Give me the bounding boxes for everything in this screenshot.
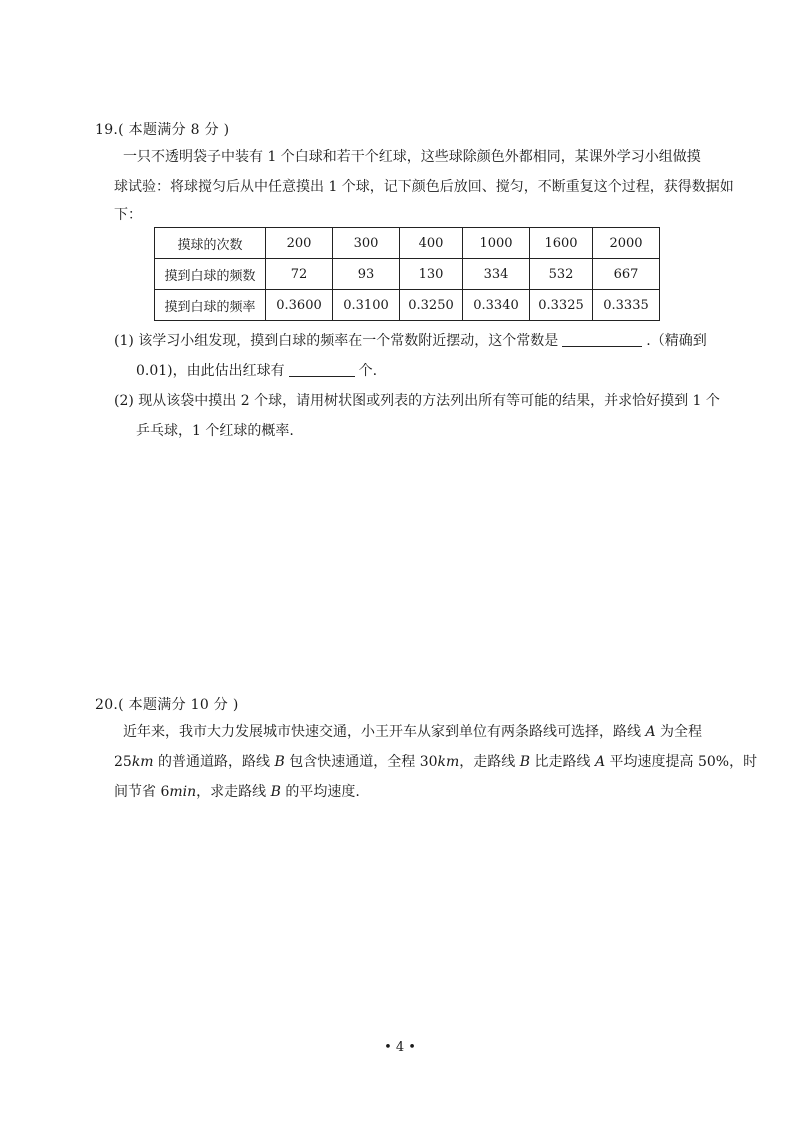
- q19-intro-line2: 球试验：将球搅匀后从中任意摸出 1 个球，记下颜色后放回、搅匀，不断重复这个过程，获得数据如: [114, 179, 734, 195]
- answer-blank-red-balls[interactable]: [289, 362, 355, 377]
- q20-unit-km: km: [437, 754, 460, 770]
- q20-text: 平均速度提高 50%，时: [605, 754, 758, 770]
- q19-data-table: [154, 227, 660, 321]
- table-cell: 200: [266, 228, 333, 259]
- table-cell: 334: [463, 259, 530, 290]
- table-cell: 93: [333, 259, 400, 290]
- q20-header: 20.( 本题满分 10 分 ): [95, 697, 239, 713]
- table-cell: 400: [400, 228, 463, 259]
- table-cell: 摸到白球的频数: [155, 259, 266, 290]
- q20-var-b: B: [274, 754, 285, 770]
- table-cell: 1600: [530, 228, 593, 259]
- q20-line1: [123, 717, 702, 748]
- q20-text: ，走路线: [459, 754, 520, 770]
- page-number: • 4 •: [384, 1040, 416, 1055]
- q20-text: 间节省 6: [114, 784, 170, 800]
- q20-unit-km: km: [131, 754, 154, 770]
- q20-var-b: B: [270, 784, 281, 800]
- q20-var-a: A: [645, 724, 656, 740]
- table-cell: 72: [266, 259, 333, 290]
- table-cell: 532: [530, 259, 593, 290]
- q20-unit-min: min: [169, 784, 197, 800]
- q20-var-a: A: [594, 754, 606, 770]
- q20-text: ，求走路线: [196, 784, 271, 800]
- q20-var-b: B: [519, 754, 531, 770]
- q20-text: 25: [114, 754, 132, 770]
- q19-part1-line1: [114, 326, 707, 357]
- answer-blank-constant[interactable]: [562, 332, 642, 347]
- q19-part1-text-d: 个.: [358, 363, 378, 379]
- q20-text: 近年来，我市大力发展城市快速交通，小王开车从家到单位有两条路线可选择，路线: [123, 724, 646, 740]
- q19-intro-line1: 一只不透明袋子中装有 1 个白球和若干个红球，这些球除颜色外都相同，某课外学习小组做摸: [123, 149, 701, 165]
- q19-part1-text-a: (1) 该学习小组发现，摸到白球的频率在一个常数附近摆动，这个常数是: [114, 333, 559, 349]
- table-cell: 2000: [593, 228, 660, 259]
- q19-part1-text-b: .（精确到: [646, 333, 707, 349]
- q20-text: 比走路线: [530, 754, 595, 770]
- q20-text: 的普通道路，路线: [153, 754, 275, 770]
- table-cell: 0.3600: [266, 290, 333, 321]
- q19-part1-text-c: 0.01)，由此估出红球有: [136, 363, 285, 379]
- table-cell: 667: [593, 259, 660, 290]
- q19-intro-line3: 下：: [114, 207, 142, 223]
- table-cell: 1000: [463, 228, 530, 259]
- q20-line2: [114, 747, 757, 778]
- table-cell: 0.3325: [530, 290, 593, 321]
- table-cell: 300: [333, 228, 400, 259]
- table-cell: 0.3250: [400, 290, 463, 321]
- q20-text: 的平均速度.: [280, 784, 360, 800]
- table-cell: 摸球的次数: [155, 228, 266, 259]
- q20-line3: [114, 777, 360, 808]
- table-row: [155, 290, 660, 321]
- table-cell: 0.3340: [463, 290, 530, 321]
- q19-header: 19.( 本题满分 8 分 ): [95, 122, 230, 138]
- q19-part1-line2: [136, 356, 377, 387]
- table-cell: 0.3100: [333, 290, 400, 321]
- table-cell: 0.3335: [593, 290, 660, 321]
- table-row: [155, 259, 660, 290]
- q19-part2-line1: (2) 现从该袋中摸出 2 个球，请用树状图或列表的方法列出所有等可能的结果，并求恰好摸到 1 个: [114, 393, 720, 409]
- table-row: [155, 228, 660, 259]
- table-cell: 摸到白球的频率: [155, 290, 266, 321]
- q20-text: 为全程: [655, 724, 703, 740]
- q19-part2-line2: 乒乓球，1 个红球的概率.: [136, 423, 294, 439]
- q20-text: 包含快速通道，全程 30: [284, 754, 438, 770]
- table-cell: 130: [400, 259, 463, 290]
